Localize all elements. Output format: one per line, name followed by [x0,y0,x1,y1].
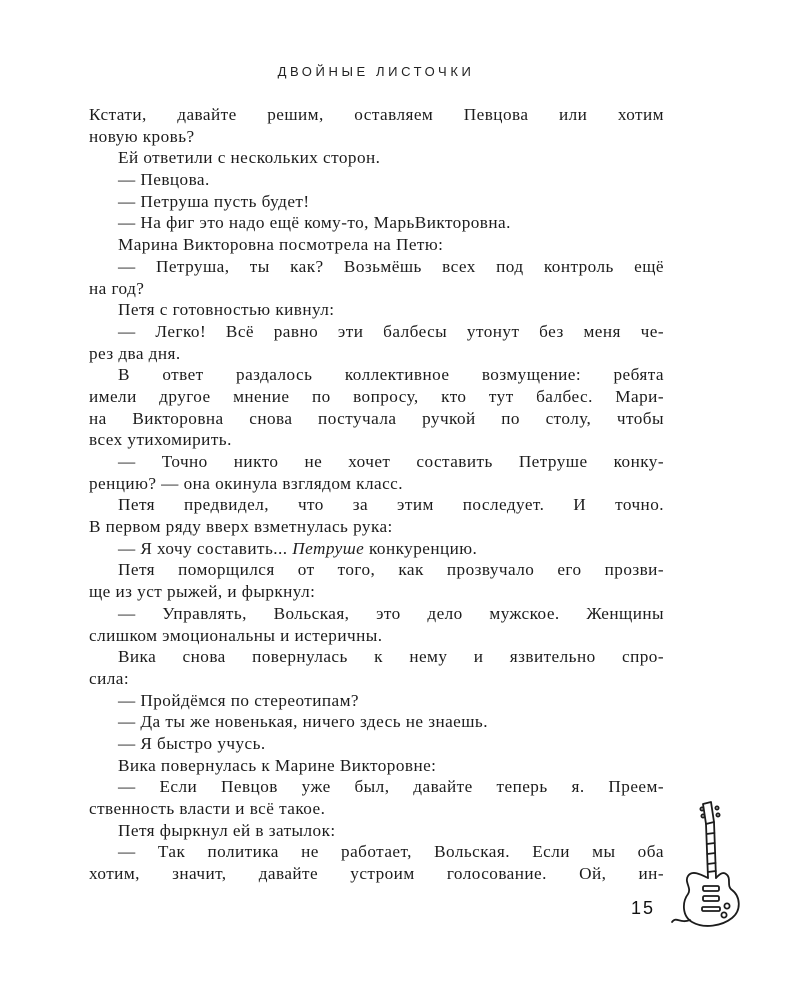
text-line: — Пройдёмся по стереотипам? [118,690,360,710]
text-line: Вика снова повернулась к нему и язвительно спро- [118,647,664,667]
text-line: хотим, значит, давайте устроим голосование. Ой, ин- [89,864,664,884]
text-line: Кстати, давайте решим, оставляем Певцова или хотим [89,105,664,124]
text-line: сила: [89,668,130,688]
text-line: — Да ты же новенькая, ничего здесь не знаешь. [118,712,488,732]
body-text [89,104,664,885]
text-line: — Петруша, ты как? Возьмёшь всех под контроль ещё [118,256,664,276]
text-line: Петя поморщился от того, как прозвучало его прозви- [118,560,664,580]
text-line: имели другое мнение по вопросу, кто тут балбес. Мари- [89,386,664,406]
text-line: Ей ответили с нескольких сторон. [118,148,381,168]
text-line: — Управлять, Вольская, это дело мужское. Женщины [118,603,664,623]
text-line: на год? [89,278,145,298]
text-line: Марина Викторовна посмотрела на Петю: [118,235,444,255]
text-line: рез два дня. [89,343,181,363]
text-line: на Викторовна снова постучала ручкой по столу, чтобы [89,408,664,428]
text-line: — Если Певцов уже был, давайте теперь я. Преем- [118,777,664,797]
text-line: всех утихомирить. [89,430,232,450]
text-line: Петя фыркнул ей в затылок: [118,820,336,840]
text-line: — Точно никто не хочет составить Петруше конку- [118,452,664,471]
text-line: В ответ раздалось коллективное возмущение: ребята [118,365,664,385]
text-line: Петя с готовностью кивнул: [118,300,335,320]
text-line: В первом ряду вверх взметнулась рука: [89,517,393,537]
text-line: — Певцова. [118,170,210,190]
emphasis: Петруше [292,538,365,558]
running-title: ДВОЙНЫЕ ЛИСТОЧКИ [277,64,475,79]
guitar-icon [670,800,748,928]
text-line: Петя предвидел, что за этим последует. И точно. [118,495,664,515]
page-number: 15 [631,898,656,918]
text-line: — Так политика не работает, Вольская. Если мы оба [118,842,664,862]
text-line: Вика повернулась к Марине Викторовне: [118,755,437,775]
text-line: ще из уст рыжей, и фыркнул: [89,582,316,602]
text-line: — Я хочу составить... Петруше конкуренцию. [118,538,478,558]
text-line: — Петруша пусть будет! [118,191,310,211]
text-line: — Легко! Всё равно эти балбесы утонут без меня че- [118,321,664,341]
text-line: — На фиг это надо ещё кому-то, МарьВикторовна. [118,213,511,233]
text-line: слишком эмоциональны и истеричны. [89,625,383,645]
text-line: — Я быстро учусь. [118,733,266,753]
text-line: новую кровь? [89,126,195,146]
text-line: ственность власти и всё такое. [89,799,326,818]
text-line: ренцию? — она окинула взглядом класс. [89,473,403,493]
